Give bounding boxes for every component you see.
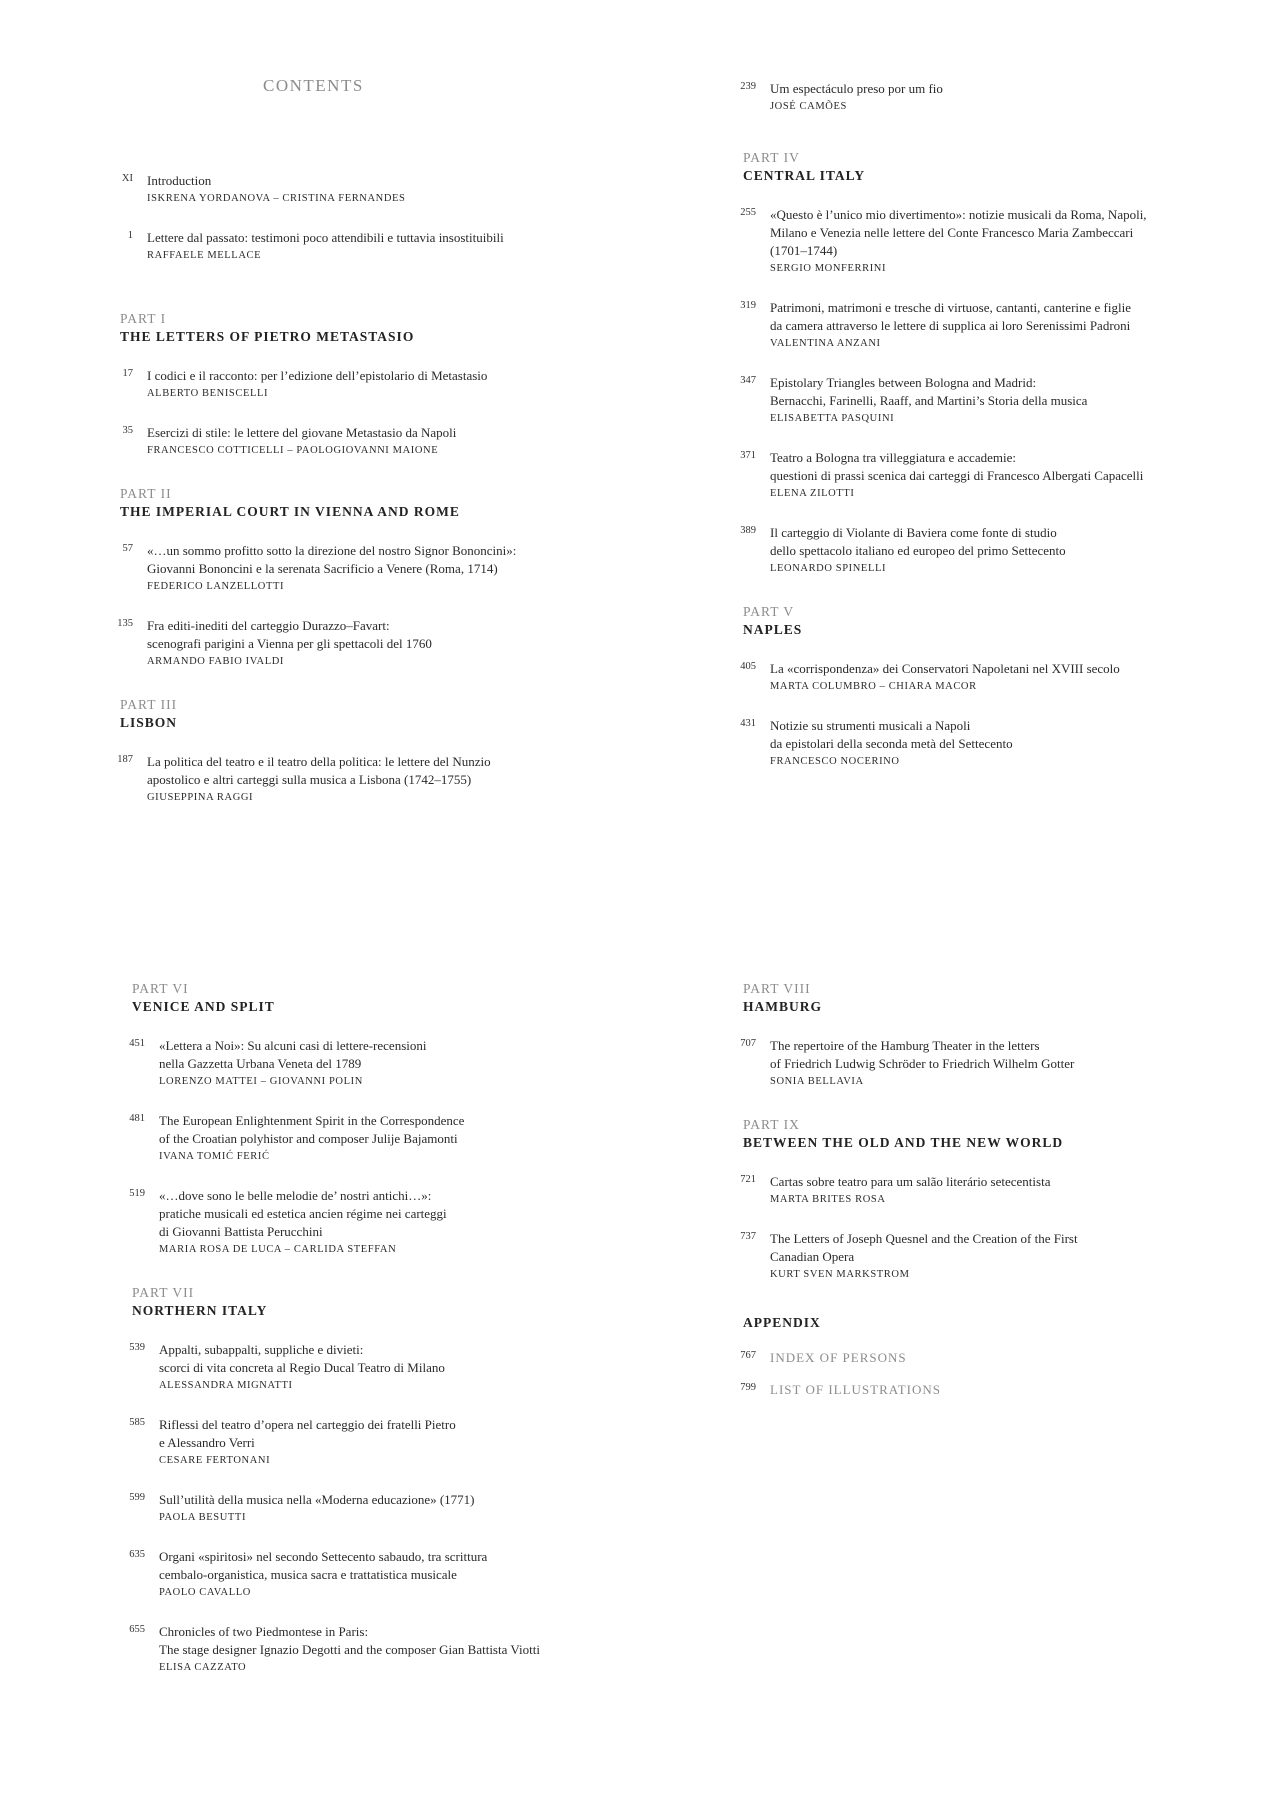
page-number: 1 (127, 230, 133, 241)
toc-entry[interactable] (740, 717, 1223, 771)
page-number: 255 (740, 207, 756, 218)
entry-title-line: The Letters of Joseph Quesnel and the Creation of the First (770, 1231, 1078, 1246)
entry-title-line: The stage designer Ignazio Degotti and the composer Gian Battista Viotti (159, 1642, 540, 1657)
entry-author: VALENTINA ANZANI (770, 338, 881, 349)
entry-author: LORENZO MATTEI – GIOVANNI POLIN (159, 1076, 363, 1087)
toc-entry[interactable] (120, 229, 600, 265)
entry-title-line: Epistolary Triangles between Bologna and Madrid: (770, 375, 1037, 390)
page-number: 405 (740, 661, 756, 672)
toc-entry[interactable] (117, 617, 600, 671)
entry-title-line: Fra editi-inediti del carteggio Durazzo–Favart: (147, 618, 390, 633)
page-number: 35 (122, 425, 133, 436)
entry-author: PAOLO CAVALLO (159, 1587, 251, 1598)
toc-entry[interactable] (740, 374, 1223, 428)
toc-entry[interactable] (129, 1112, 612, 1166)
entry-title-line: scorci di vita concreta al Regio Ducal Teatro di Milano (159, 1360, 445, 1375)
entry-title-line: Organi «spiritosi» nel secondo Settecento sabaudo, tra scrittura (159, 1549, 488, 1564)
entry-author: ISKRENA YORDANOVA – CRISTINA FERNANDES (147, 193, 406, 204)
part-header (120, 310, 600, 346)
entry-title-line: di Giovanni Battista Perucchini (159, 1224, 323, 1239)
part-entries (117, 542, 600, 671)
intro-entries (120, 172, 600, 265)
page-number: 721 (740, 1174, 756, 1185)
entry-author: MARIA ROSA DE LUCA – CARLIDA STEFFAN (159, 1244, 397, 1255)
part-title: BETWEEN THE OLD AND THE NEW WORLD (743, 1135, 1064, 1150)
page-number: 371 (740, 450, 756, 461)
entry-author: ARMANDO FABIO IVALDI (147, 656, 285, 667)
entry-author: RAFFAELE MELLACE (147, 250, 262, 261)
entry-title-line: of the Croatian polyhistor and composer Julije Bajamonti (159, 1131, 458, 1146)
page-number: XI (121, 173, 133, 184)
entry-author: IVANA TOMIĆ FERIĆ (159, 1151, 270, 1162)
entry-title-line: (1701–1744) (770, 243, 838, 258)
part-header (120, 485, 600, 521)
toc-entry[interactable] (129, 1491, 612, 1527)
entry-title-line: The European Enlightenment Spirit in the Correspondence (159, 1113, 465, 1128)
appendix-entry-label: LIST OF ILLUSTRATIONS (770, 1382, 941, 1397)
page-number: 431 (740, 718, 756, 729)
toc-entry[interactable] (740, 660, 1223, 696)
page-title: CONTENTS (263, 76, 364, 95)
page-number: 599 (129, 1492, 145, 1503)
entry-author: MARTA COLUMBRO – CHIARA MACOR (770, 681, 977, 692)
entry-title-line: dello spettacolo italiano ed europeo del primo Settecento (770, 543, 1066, 558)
appendix-entry[interactable] (740, 1381, 1223, 1399)
entry-author: ALBERTO BENISCELLI (147, 388, 269, 399)
entry-title-line: La politica del teatro e il teatro della politica: le lettere del Nunzio (147, 754, 491, 769)
page-number: 389 (740, 525, 756, 536)
part-entries (740, 80, 1223, 116)
part-title: VENICE AND SPLIT (132, 999, 275, 1014)
appendix-entry-label: INDEX OF PERSONS (770, 1350, 907, 1365)
entry-title-line: La «corrispondenza» dei Conservatori Napoletani nel XVIII secolo (770, 661, 1120, 676)
entry-title-line: Riflessi del teatro d’opera nel carteggio dei fratelli Pietro (159, 1417, 456, 1432)
appendix-entry[interactable] (740, 1349, 1223, 1367)
toc-entry[interactable] (740, 1173, 1223, 1209)
part-label: PART VI (132, 981, 189, 996)
page-number: 239 (740, 81, 756, 92)
part-entries (740, 206, 1223, 578)
entry-title-line: Sull’utilità della musica nella «Moderna educazione» (1771) (159, 1492, 475, 1507)
entry-title-line: I codici e il racconto: per l’edizione dell’epistolario di Metastasio (147, 368, 488, 383)
part-title: NORTHERN ITALY (132, 1303, 268, 1318)
part-label: PART IV (743, 150, 800, 165)
entry-title-line: «…un sommo profitto sotto la direzione del nostro Signor Bononcini»: (147, 543, 517, 558)
toc-column-bottom-left (129, 980, 612, 1698)
page-number: 187 (117, 754, 133, 765)
entry-title-line: da epistolari della seconda metà del Settecento (770, 736, 1013, 751)
entry-title-line: Bernacchi, Farinelli, Raaff, and Martini’s Storia della musica (770, 393, 1088, 408)
part-entries (129, 1341, 612, 1677)
entry-title-line: Il carteggio di Violante di Baviera come fonte di studio (770, 525, 1057, 540)
page-number: 767 (740, 1350, 756, 1361)
part-entries (129, 1037, 612, 1259)
page-number: 707 (740, 1038, 756, 1049)
entry-title-line: Appalti, subappalti, suppliche e divieti: (159, 1342, 364, 1357)
part-entries (120, 367, 600, 460)
toc-entry[interactable] (740, 449, 1223, 503)
part-title: LISBON (120, 715, 178, 730)
entry-author: ALESSANDRA MIGNATTI (159, 1380, 293, 1391)
entry-author: ELISABETTA PASQUINI (770, 413, 895, 424)
entry-author: JOSÉ CAMÕES (770, 101, 847, 112)
toc-entry[interactable] (117, 753, 600, 807)
page-number: 635 (129, 1549, 145, 1560)
entry-title-line: nella Gazzetta Urbana Veneta del 1789 (159, 1056, 362, 1071)
part-label: PART III (120, 697, 178, 712)
entry-title-line: Introduction (147, 173, 212, 188)
toc-entry[interactable] (740, 299, 1223, 353)
part-entries (740, 1173, 1223, 1284)
toc-entry[interactable] (740, 1037, 1223, 1091)
toc-entry[interactable] (129, 1037, 612, 1091)
toc-entry[interactable] (120, 424, 600, 460)
entry-author: SERGIO MONFERRINI (770, 263, 887, 274)
entry-title-line: e Alessandro Verri (159, 1435, 255, 1450)
toc-entry[interactable] (129, 1187, 612, 1259)
toc-entry[interactable] (129, 1623, 612, 1677)
entry-title-line: Um espectáculo preso por um fio (770, 81, 943, 96)
toc-entry[interactable] (740, 524, 1223, 578)
entry-author: ELENA ZILOTTI (770, 488, 855, 499)
part-title: CENTRAL ITALY (743, 168, 866, 183)
entry-author: PAOLA BESUTTI (159, 1512, 247, 1523)
entry-title-line: questioni di prassi scenica dai carteggi di Francesco Albergati Capacelli (770, 468, 1144, 483)
entry-author: FRANCESCO NOCERINO (770, 756, 900, 767)
toc-entry[interactable] (129, 1341, 612, 1395)
appendix-entries (740, 1349, 1223, 1399)
part-header (132, 980, 612, 1016)
toc-entry[interactable] (120, 367, 600, 403)
part-header (743, 980, 1223, 1016)
entry-title-line: «…dove sono le belle melodie de’ nostri antichi…»: (159, 1188, 432, 1203)
entry-title-line: Teatro a Bologna tra villeggiatura e accademie: (770, 450, 1016, 465)
entry-title-line: «Lettera a Noi»: Su alcuni casi di lettere-recensioni (159, 1038, 427, 1053)
part-entries (740, 1037, 1223, 1091)
toc-entry[interactable] (740, 206, 1223, 278)
page-number: 319 (740, 300, 756, 311)
part-label: PART I (120, 311, 167, 326)
part-header (743, 149, 1223, 185)
page-number: 451 (129, 1038, 145, 1049)
part-title: HAMBURG (743, 999, 822, 1014)
entry-title-line: Patrimoni, matrimoni e tresche di virtuose, cantanti, canterine e figlie (770, 300, 1131, 315)
entry-title-line: pratiche musicali ed estetica ancien régime nei carteggi (159, 1206, 447, 1221)
entry-title-line: «Questo è l’unico mio divertimento»: notizie musicali da Roma, Napoli, (770, 207, 1147, 222)
part-entries (117, 753, 600, 807)
entry-title-line: Giovanni Bononcini e la serenata Sacrificio a Venere (Roma, 1714) (147, 561, 498, 576)
part-label: PART V (743, 604, 795, 619)
entry-title-line: scenografi parigini a Vienna per gli spettacoli del 1760 (147, 636, 432, 651)
part-header (743, 1116, 1223, 1152)
part-header (743, 603, 1223, 639)
page-number: 481 (129, 1113, 145, 1124)
entry-title-line: Canadian Opera (770, 1249, 855, 1264)
toc-column-top-left (117, 172, 600, 828)
toc-entry[interactable] (120, 542, 600, 596)
page-number: 57 (122, 543, 133, 554)
part-title: NAPLES (743, 622, 803, 637)
part-header (120, 696, 600, 732)
toc-entry[interactable] (740, 80, 1223, 116)
entry-title-line: da camera attraverso le lettere di supplica ai loro Serenissimi Padroni (770, 318, 1131, 333)
entry-title-line: cembalo-organistica, musica sacra e trattatistica musicale (159, 1567, 457, 1582)
entry-author: GIUSEPPINA RAGGI (147, 792, 254, 803)
page-number: 347 (740, 375, 756, 386)
part-label: PART II (120, 486, 172, 501)
entry-author: SONIA BELLAVIA (770, 1076, 864, 1087)
page-number: 655 (129, 1624, 145, 1635)
page-number: 519 (129, 1188, 145, 1199)
part-title: THE IMPERIAL COURT IN VIENNA AND ROME (120, 504, 460, 519)
entry-title-line: Lettere dal passato: testimoni poco attendibili e tuttavia insostituibili (147, 230, 504, 245)
entry-title-line: Esercizi di stile: le lettere del giovane Metastasio da Napoli (147, 425, 457, 440)
toc-entry[interactable] (740, 1230, 1223, 1284)
toc-entry[interactable] (129, 1416, 612, 1470)
entry-title-line: apostolico e altri carteggi sulla musica a Lisbona (1742–1755) (147, 772, 472, 787)
entry-author: CESARE FERTONANI (159, 1455, 271, 1466)
entry-title-line: Milano e Venezia nelle lettere del Conte Francesco Maria Zambeccari (770, 225, 1134, 240)
page-number: 585 (129, 1417, 145, 1428)
toc-entry[interactable] (120, 172, 600, 208)
page-number: 17 (122, 368, 133, 379)
part-entries (740, 660, 1223, 771)
entry-title-line: The repertoire of the Hamburg Theater in the letters (770, 1038, 1040, 1053)
part-label: PART IX (743, 1117, 800, 1132)
entry-author: MARTA BRITES ROSA (770, 1194, 886, 1205)
toc-entry[interactable] (129, 1548, 612, 1602)
toc-column-top-right (740, 80, 1223, 792)
entry-author: KURT SVEN MARKSTROM (770, 1269, 910, 1280)
part-label: PART VII (132, 1285, 195, 1300)
part-title: THE LETTERS OF PIETRO METASTASIO (120, 329, 415, 344)
entry-author: FEDERICO LANZELLOTTI (147, 581, 285, 592)
entry-title-line: Cartas sobre teatro para um salão literário setecentista (770, 1174, 1051, 1189)
page-number: 539 (129, 1342, 145, 1353)
entry-title-line: Chronicles of two Piedmontese in Paris: (159, 1624, 369, 1639)
part-label: PART VIII (743, 981, 811, 996)
page-number: 737 (740, 1231, 756, 1242)
entry-author: ELISA CAZZATO (159, 1662, 247, 1673)
page-number: 799 (740, 1382, 756, 1393)
entry-title-line: Notizie su strumenti musicali a Napoli (770, 718, 971, 733)
entry-author: LEONARDO SPINELLI (770, 563, 887, 574)
entry-author: FRANCESCO COTTICELLI – PAOLOGIOVANNI MAIONE (147, 445, 439, 456)
toc-column-bottom-right (740, 980, 1223, 1413)
page-number: 135 (117, 618, 133, 629)
entry-title-line: of Friedrich Ludwig Schröder to Friedrich Wilhelm Gotter (770, 1056, 1075, 1071)
part-header (132, 1284, 612, 1320)
appendix-title: APPENDIX (743, 1315, 821, 1330)
